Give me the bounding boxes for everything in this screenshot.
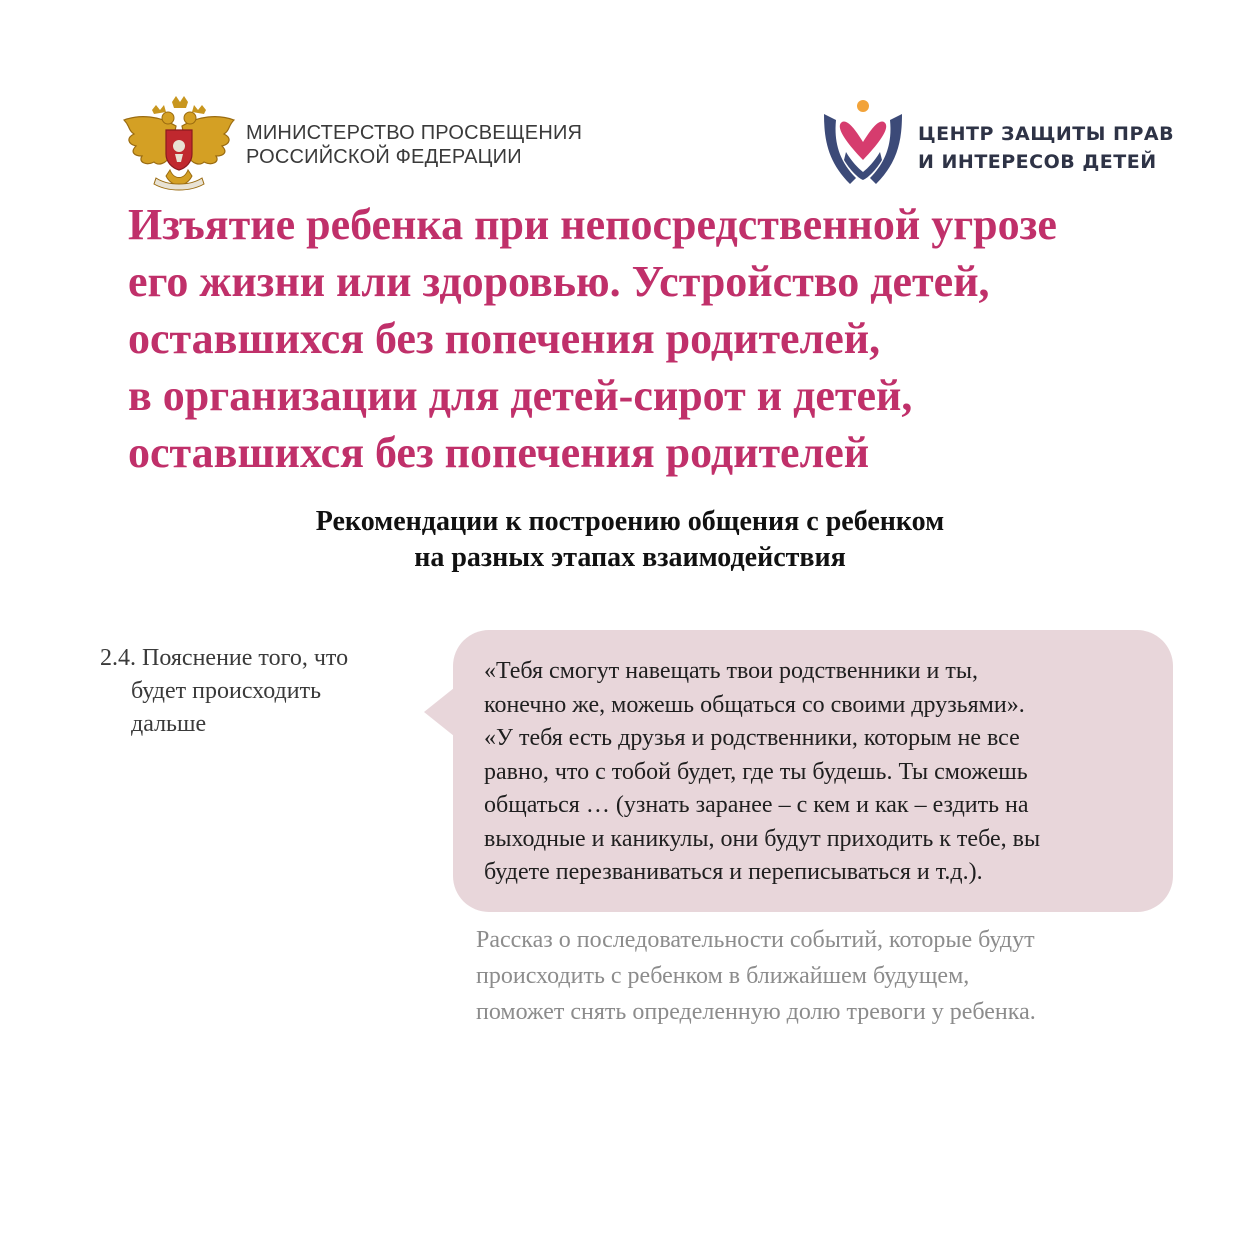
quote-line: «У тебя есть друзья и родственники, которым не все — [484, 725, 1020, 751]
hands-heart-logo-icon — [820, 100, 906, 190]
note-line: происходить с ребенком в ближайшем будущем, — [476, 963, 970, 989]
note-line: Рассказ о последовательности событий, которые будут — [476, 927, 1035, 953]
center-name — [918, 120, 1238, 176]
quote-line: общаться … (узнать заранее – с кем и как – ездить на — [484, 792, 1029, 818]
step-label-line: 2.4. Пояснение того, что — [100, 645, 349, 671]
page-title — [128, 196, 1208, 481]
explanation-note — [476, 922, 1176, 1030]
ministry-name — [246, 121, 606, 169]
ministry-name-line: МИНИСТЕРСТВО ПРОСВЕЩЕНИЯ — [246, 122, 583, 144]
center-name-line: И ИНТЕРЕСОВ ДЕТЕЙ — [918, 151, 1157, 173]
title-line: его жизни или здоровью. Устройство детей, — [128, 257, 990, 306]
russian-eagle-emblem-icon — [120, 96, 238, 196]
title-line: в организации для детей-сирот и детей, — [128, 371, 913, 420]
quote-line: равно, что с тобой будет, где ты будешь. Ты сможешь — [484, 758, 1028, 785]
subtitle — [130, 504, 1130, 576]
title-line: Изъятие ребенка при непосредственной угрозе — [128, 200, 1057, 249]
title-line: оставшихся без попечения родителей, — [128, 314, 881, 363]
subtitle-line: Рекомендации к построению общения с ребенком — [315, 506, 945, 537]
quote-line: выходные и каникулы, они будут приходить к тебе, вы — [484, 825, 1041, 852]
quote-line: будете перезваниваться и переписываться и т.д.). — [484, 859, 983, 885]
quote-line: «Тебя смогут навещать твои родственники и ты, — [484, 658, 979, 684]
subtitle-line: на разных этапах взаимодействия — [414, 542, 846, 573]
quote-line: конечно же, можешь общаться со своими друзьями». — [484, 691, 1025, 718]
title-line: оставшихся без попечения родителей — [128, 428, 870, 477]
note-line: поможет снять определенную долю тревоги у ребенка. — [476, 999, 1036, 1025]
step-label — [100, 642, 420, 741]
step-label-line: дальше — [131, 711, 207, 737]
step-label-line: будет происходить — [131, 678, 322, 704]
center-name-line: ЦЕНТР ЗАЩИТЫ ПРАВ — [918, 123, 1175, 145]
ministry-name-line: РОССИЙСКОЙ ФЕДЕРАЦИИ — [246, 146, 522, 168]
speech-bubble-text — [484, 655, 1164, 890]
